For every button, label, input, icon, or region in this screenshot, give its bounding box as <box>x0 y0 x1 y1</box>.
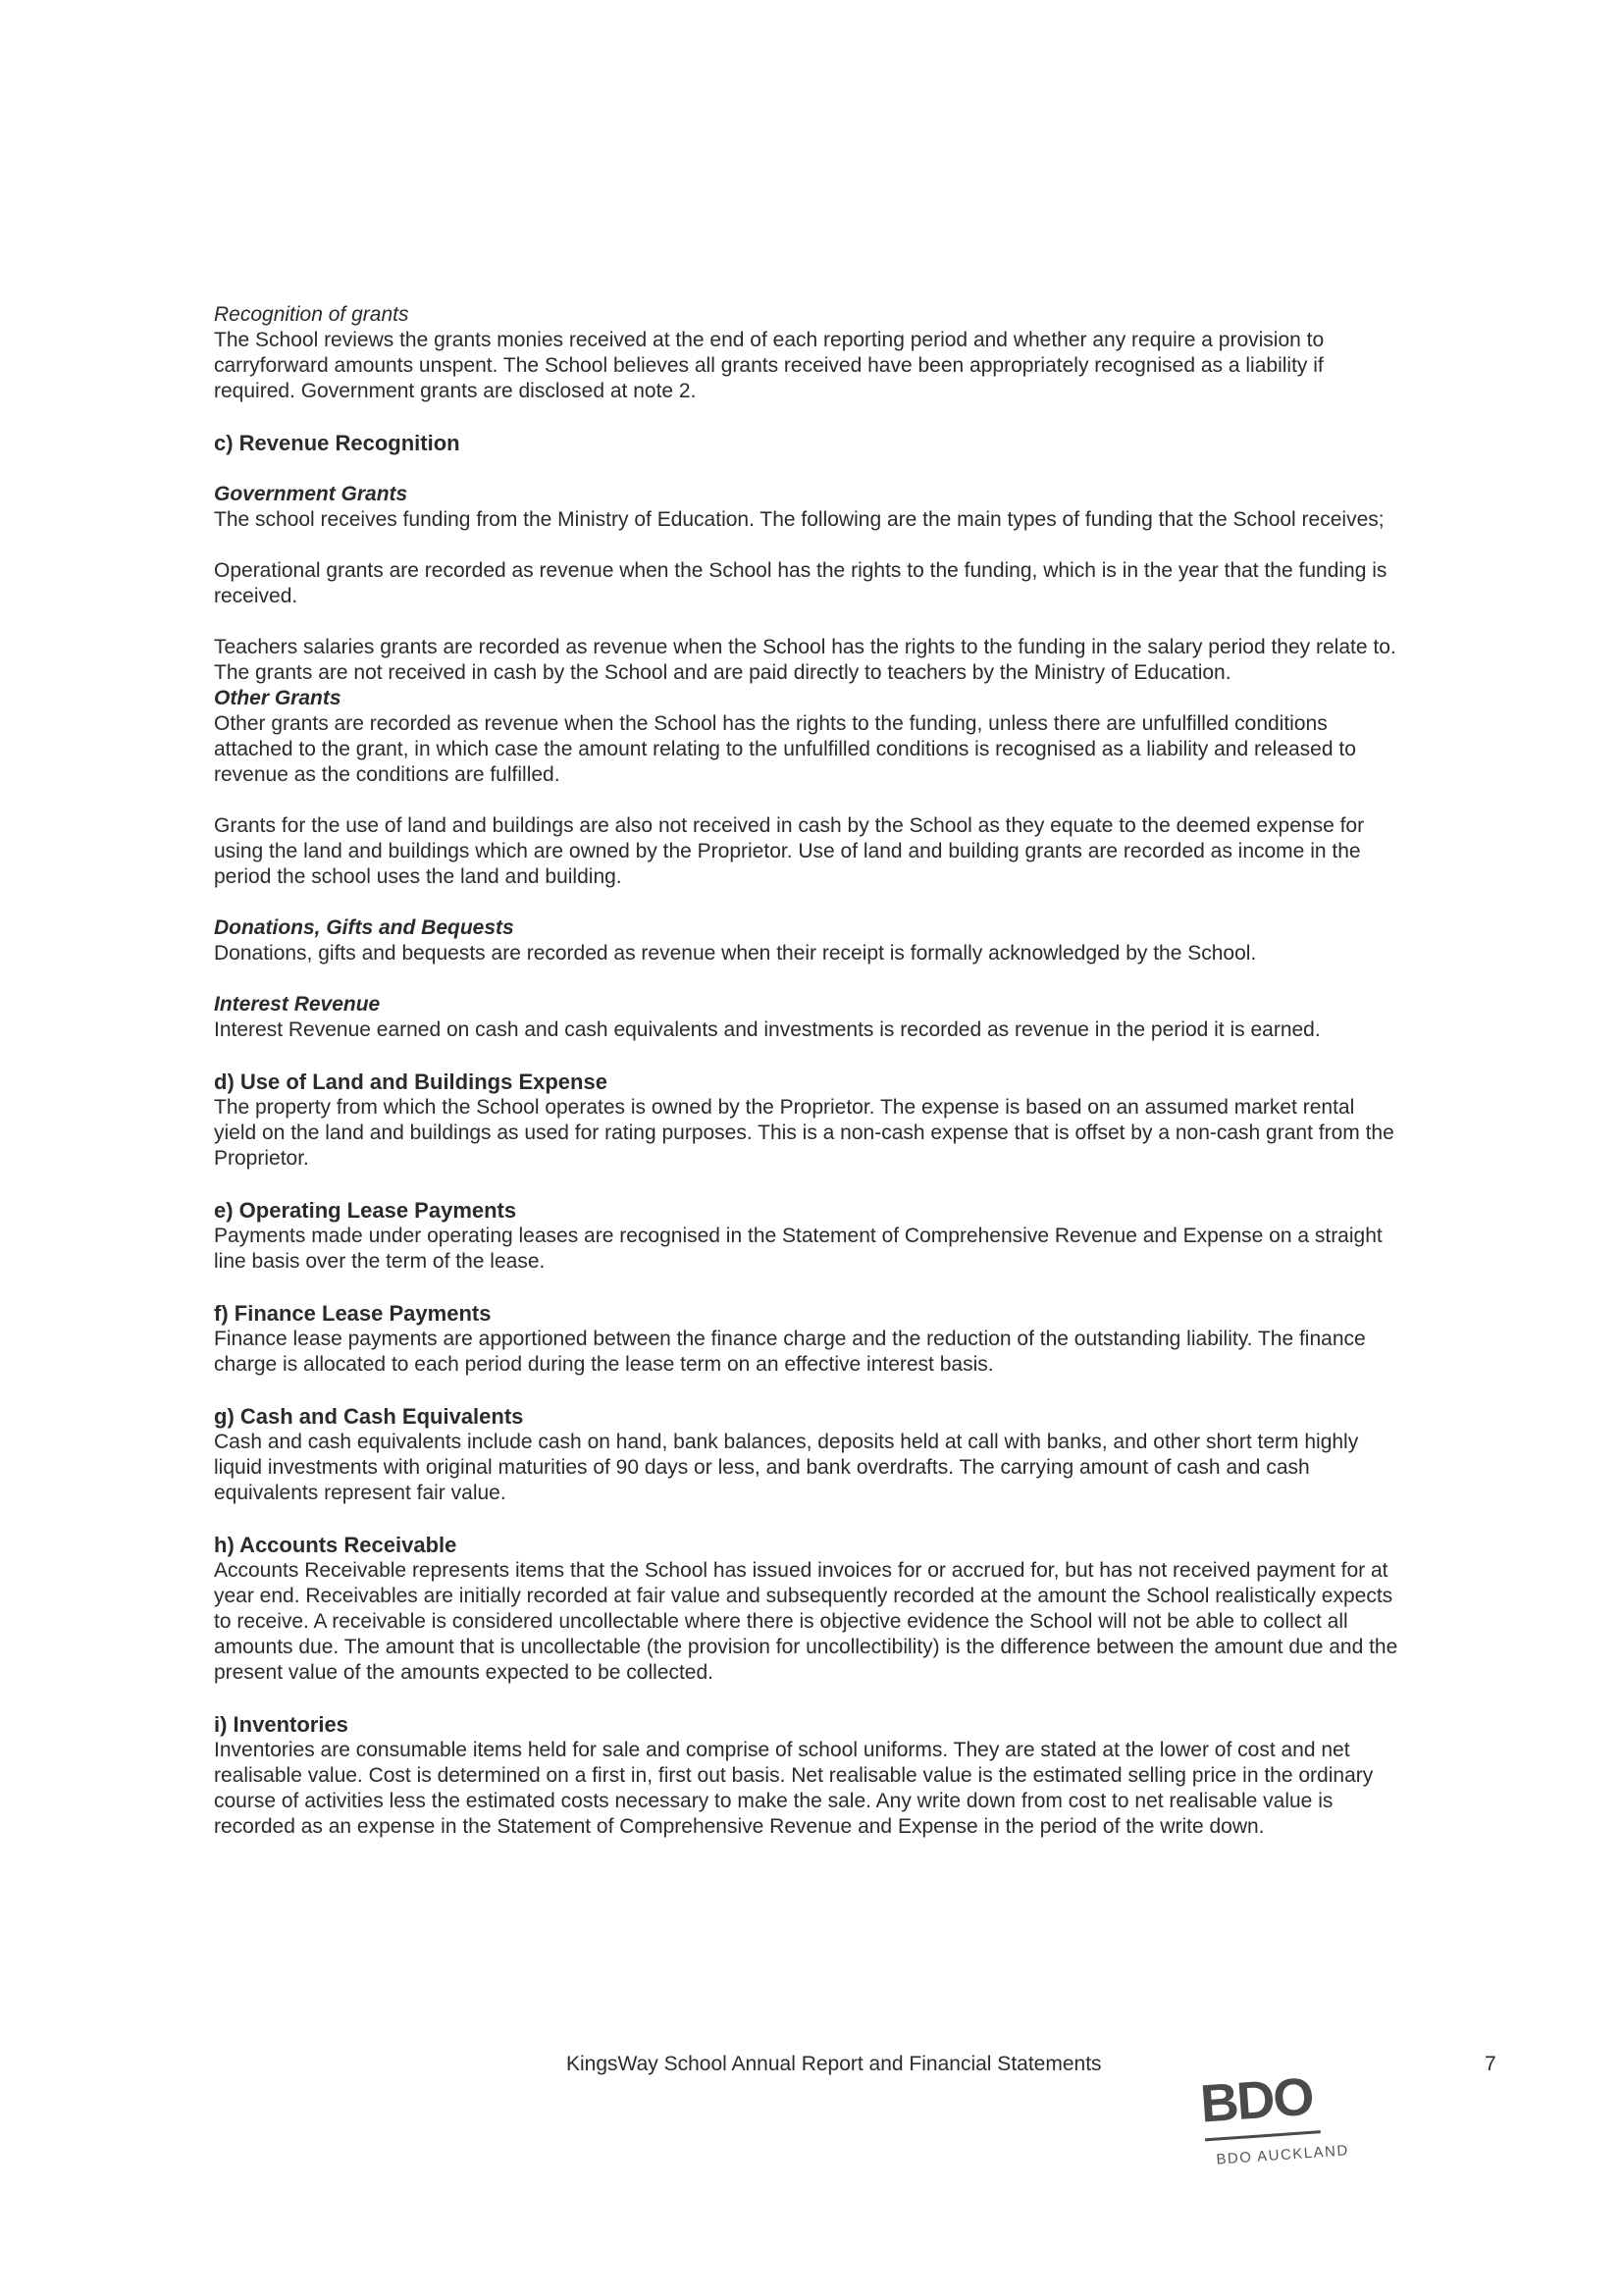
other-grants-block <box>214 686 1401 788</box>
footer-title: KingsWay School Annual Report and Financial Statements <box>566 2053 1102 2075</box>
inventories-heading: i) Inventories <box>214 1712 348 1737</box>
land-buildings-grants-text: Grants for the use of land and buildings are also not received in cash by the School as they equate to the deemed expense for using the land and buildings which are owned by the Proprietor. Use of land and building grants are recorded as income in the period the school uses the land and building. <box>214 814 1365 888</box>
donations-text: Donations, gifts and bequests are recorded as revenue when their receipt is formally acknowledged by the School. <box>214 942 1257 965</box>
recognition-of-grants-title: Recognition of grants <box>214 303 409 326</box>
page-number: 7 <box>1485 2053 1496 2075</box>
donations-block <box>214 915 1401 966</box>
operational-grants-text: Operational grants are recorded as revenue when the School has the rights to the funding, which is in the year that the funding is received. <box>214 559 1387 607</box>
recognition-of-grants-text: The School reviews the grants monies received at the end of each reporting period and whether any require a provision to carryforward amounts unspent. The School believes all grants received have been appropriately recognised as a liability if required. Government grants are disclosed at note 2. <box>214 329 1325 402</box>
government-grants-intro-block <box>214 482 1401 533</box>
bdo-logo: BDO <box>1198 2066 1315 2134</box>
finance-lease-heading: f) Finance Lease Payments <box>214 1301 492 1326</box>
operational-grants-block <box>214 558 1401 609</box>
interest-block <box>214 992 1401 1043</box>
interest-text: Interest Revenue earned on cash and cash equivalents and investments is recorded as revenue in the period it is earned. <box>214 1018 1321 1041</box>
operating-lease-heading: e) Operating Lease Payments <box>214 1198 517 1223</box>
government-grants-intro: The school receives funding from the Ministry of Education. The following are the main types of funding that the School receives; <box>214 508 1385 531</box>
page-content <box>214 302 1401 1865</box>
bdo-auckland-stamp <box>1188 2062 1372 2182</box>
revenue-recognition-heading-block <box>214 430 1401 456</box>
finance-lease-block <box>214 1300 1401 1378</box>
donations-title: Donations, Gifts and Bequests <box>214 916 514 939</box>
recognition-of-grants-section <box>214 302 1401 404</box>
other-grants-text: Other grants are recorded as revenue when the School has the rights to the funding, unless there are unfulfilled conditions attached to the grant, in which case the amount relating to the unfulfilled conditions is recognised as a liability and released to revenue as the conditions are fulfilled. <box>214 712 1356 786</box>
receivables-text: Accounts Receivable represents items that the School has issued invoices for or accrued for, but has not received payment for at year end. Receivables are initially recorded at fair value and subsequently recorded at the amount the School realistically expects to receive. A receivable is considered uncollectable where there is objective evidence the School will not be able to collect all amounts due. The amount that is uncollectable (the provision for uncollectibility) is the difference between the amount due and the present value of the amounts expected to be collected. <box>214 1559 1398 1684</box>
cash-text: Cash and cash equivalents include cash on hand, bank balances, deposits held at call with banks, and other short term highly liquid investments with original maturities of 90 days or less, and bank overdrafts. The carrying amount of cash and cash equivalents represent fair value. <box>214 1431 1359 1504</box>
teachers-grants-block <box>214 635 1401 686</box>
receivables-heading: h) Accounts Receivable <box>214 1533 457 1557</box>
inventories-text: Inventories are consumable items held for sale and comprise of school uniforms. They are stated at the lower of cost and net realisable value. Cost is determined on a first in, first out basis. Net realisable value is the estimated selling price in the ordinary course of activities less the estimated costs necessary to make the sale. Any write down from cost to net realisable value is recorded as an expense in the Statement of Comprehensive Revenue and Expense in the period of the write down. <box>214 1739 1374 1838</box>
cash-block <box>214 1403 1401 1506</box>
cash-heading: g) Cash and Cash Equivalents <box>214 1404 524 1429</box>
other-grants-title: Other Grants <box>214 687 341 709</box>
revenue-recognition-heading: c) Revenue Recognition <box>214 431 460 455</box>
teachers-grants-text: Teachers salaries grants are recorded as revenue when the School has the rights to the funding in the salary period they relate to. The grants are not received in cash by the School and are paid directly to teachers by the Ministry of Education. <box>214 636 1396 684</box>
land-buildings-expense-text: The property from which the School operates is owned by the Proprietor. The expense is based on an assumed market rental yield on the land and buildings as used for rating purposes. This is a non-cash expense that is offset by a non-cash grant from the Proprietor. <box>214 1096 1394 1170</box>
interest-title: Interest Revenue <box>214 993 381 1016</box>
operating-lease-text: Payments made under operating leases are recognised in the Statement of Comprehensive Revenue and Expense on a straight line basis over the term of the lease. <box>214 1225 1383 1273</box>
stamp-subtitle: BDO AUCKLAND <box>1215 2142 1350 2168</box>
finance-lease-text: Finance lease payments are apportioned between the finance charge and the reduction of the outstanding liability. The finance charge is allocated to each period during the lease term on an effective interest basis. <box>214 1328 1366 1376</box>
inventories-block <box>214 1711 1401 1840</box>
land-buildings-grants-block <box>214 813 1401 890</box>
receivables-block <box>214 1532 1401 1686</box>
land-buildings-expense-block <box>214 1069 1401 1172</box>
land-buildings-expense-heading: d) Use of Land and Buildings Expense <box>214 1070 607 1094</box>
operating-lease-block <box>214 1197 1401 1275</box>
government-grants-title: Government Grants <box>214 483 408 505</box>
